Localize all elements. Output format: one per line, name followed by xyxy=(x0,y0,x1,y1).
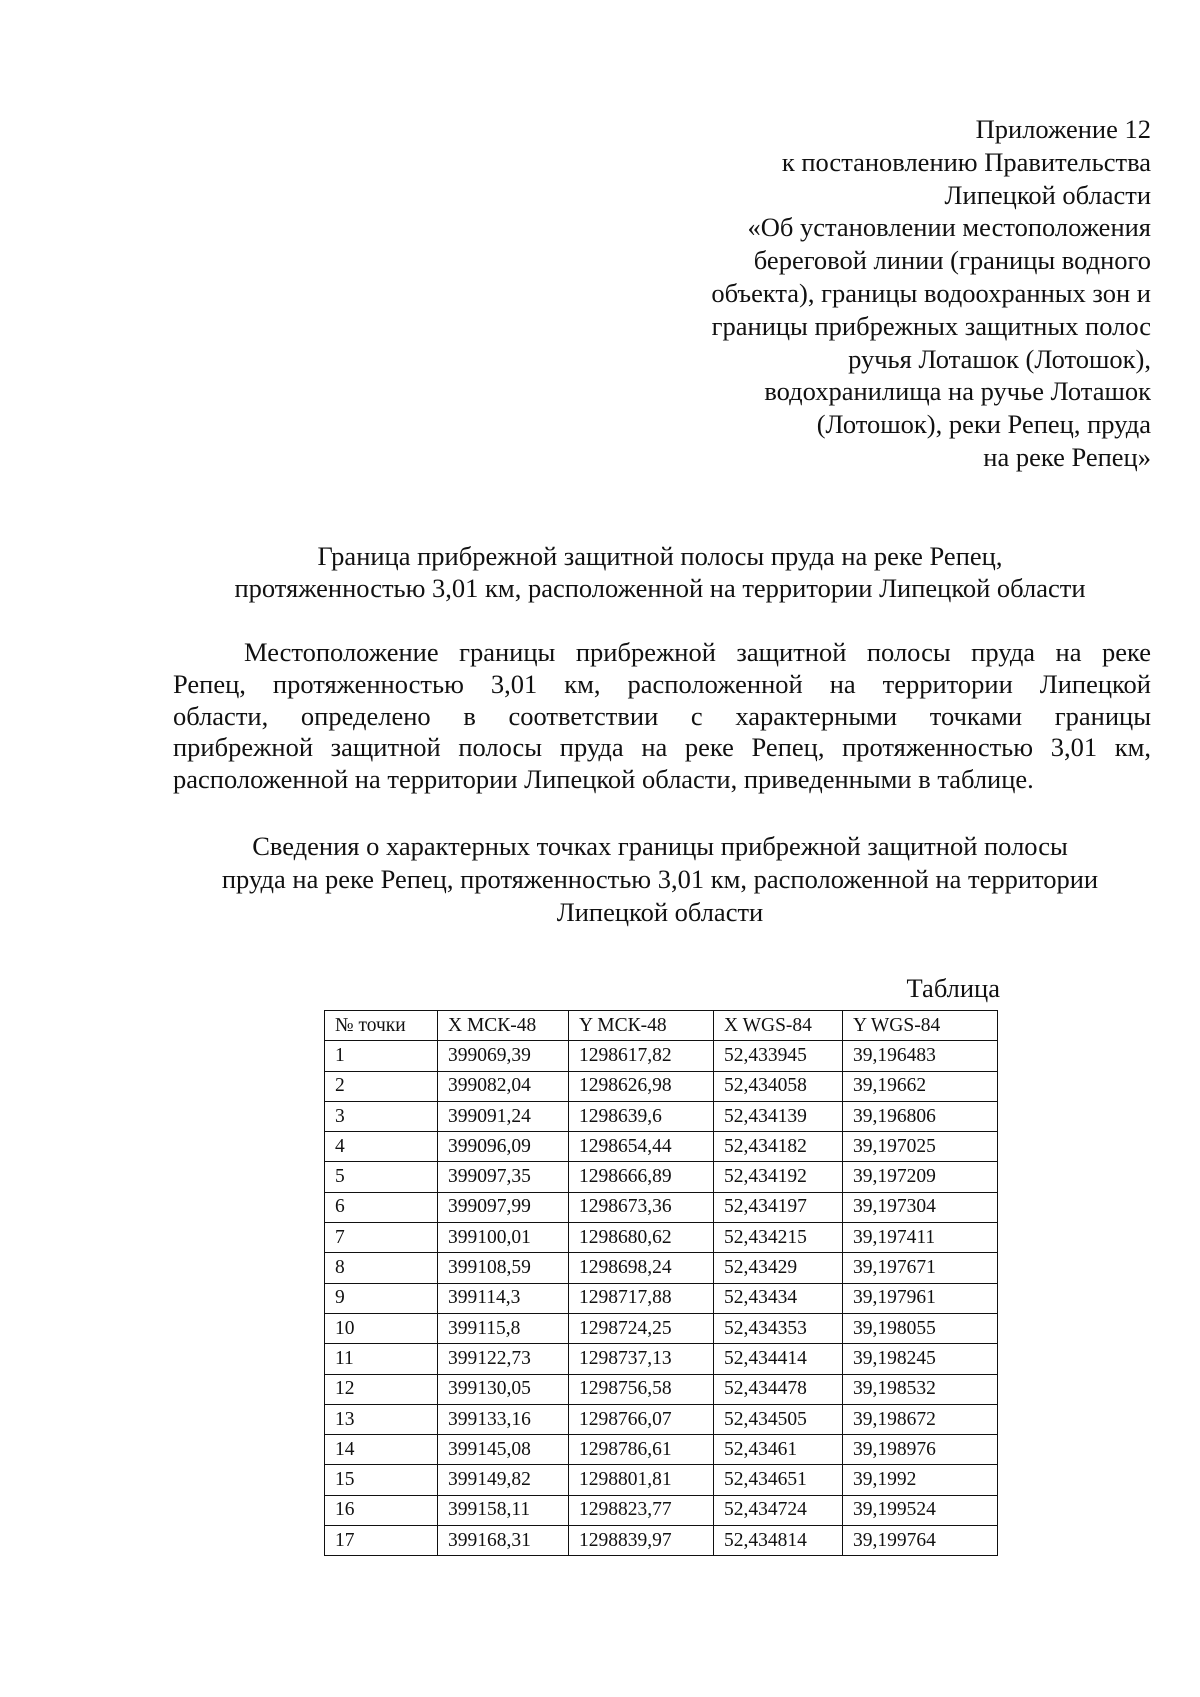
table-row xyxy=(325,1283,998,1313)
cell-x-msk48: 399130,05 xyxy=(438,1374,569,1404)
appendix-line: (Лотошок), реки Репец, пруда xyxy=(816,409,1151,440)
cell-point-number: 8 xyxy=(325,1253,438,1283)
cell-y-msk48: 1298639,6 xyxy=(569,1101,714,1131)
cell-y-msk48: 1298756,58 xyxy=(569,1374,714,1404)
cell-x-wgs84: 52,43429 xyxy=(714,1253,843,1283)
header-x-wgs84: X WGS-84 xyxy=(714,1011,843,1041)
caption-line: пруда на реке Репец, протяженностью 3,01 км, расположенной на территории xyxy=(221,864,1099,894)
table-row xyxy=(325,1435,998,1465)
title-line: Граница прибрежной защитной полосы пруда на реке Репец, xyxy=(317,541,1003,571)
cell-y-msk48: 1298786,61 xyxy=(569,1435,714,1465)
cell-x-wgs84: 52,434651 xyxy=(714,1465,843,1495)
cell-x-wgs84: 52,43461 xyxy=(714,1435,843,1465)
appendix-line: Липецкой области xyxy=(944,179,1151,210)
cell-x-msk48: 399091,24 xyxy=(438,1101,569,1131)
cell-y-msk48: 1298801,81 xyxy=(569,1465,714,1495)
cell-x-msk48: 399114,3 xyxy=(438,1283,569,1313)
cell-y-msk48: 1298698,24 xyxy=(569,1253,714,1283)
table-row xyxy=(325,1041,998,1071)
cell-y-wgs84: 39,197209 xyxy=(843,1162,998,1192)
cell-y-msk48: 1298717,88 xyxy=(569,1283,714,1313)
coordinates-table xyxy=(324,1010,998,1556)
cell-x-wgs84: 52,434182 xyxy=(714,1132,843,1162)
cell-y-msk48: 1298766,07 xyxy=(569,1404,714,1434)
cell-y-msk48: 1298617,82 xyxy=(569,1041,714,1071)
table-caption xyxy=(170,830,1150,929)
cell-y-wgs84: 39,197025 xyxy=(843,1132,998,1162)
paragraph-line: Репец, протяженностью 3,01 км, расположенной на территории Липецкой xyxy=(173,668,1151,699)
caption-line: Липецкой области xyxy=(556,897,764,927)
appendix-line: границы прибрежных защитных полос xyxy=(711,310,1151,341)
cell-y-msk48: 1298823,77 xyxy=(569,1495,714,1525)
cell-point-number: 7 xyxy=(325,1223,438,1253)
cell-y-wgs84: 39,19662 xyxy=(843,1071,998,1101)
appendix-header xyxy=(711,113,1151,474)
cell-x-wgs84: 52,434192 xyxy=(714,1162,843,1192)
cell-y-wgs84: 39,199524 xyxy=(843,1495,998,1525)
table-row xyxy=(325,1404,998,1434)
appendix-line: Приложение 12 xyxy=(975,114,1151,144)
appendix-line: водохранилища на ручье Лоташок xyxy=(764,376,1151,407)
body-paragraph xyxy=(173,637,1151,796)
cell-x-msk48: 399069,39 xyxy=(438,1041,569,1071)
document-title xyxy=(170,540,1150,604)
cell-x-wgs84: 52,434215 xyxy=(714,1223,843,1253)
cell-point-number: 5 xyxy=(325,1162,438,1192)
cell-x-wgs84: 52,434058 xyxy=(714,1071,843,1101)
table-row xyxy=(325,1313,998,1343)
cell-y-msk48: 1298680,62 xyxy=(569,1223,714,1253)
cell-point-number: 17 xyxy=(325,1526,438,1556)
cell-point-number: 16 xyxy=(325,1495,438,1525)
cell-point-number: 2 xyxy=(325,1071,438,1101)
cell-x-wgs84: 52,434414 xyxy=(714,1344,843,1374)
cell-point-number: 1 xyxy=(325,1041,438,1071)
cell-x-msk48: 399097,35 xyxy=(438,1162,569,1192)
cell-y-msk48: 1298626,98 xyxy=(569,1071,714,1101)
header-y-wgs84: Y WGS-84 xyxy=(843,1011,998,1041)
table-row xyxy=(325,1162,998,1192)
cell-y-wgs84: 39,198245 xyxy=(843,1344,998,1374)
cell-y-wgs84: 39,198055 xyxy=(843,1313,998,1343)
table-row xyxy=(325,1344,998,1374)
table-row xyxy=(325,1465,998,1495)
cell-x-msk48: 399149,82 xyxy=(438,1465,569,1495)
cell-x-msk48: 399133,16 xyxy=(438,1404,569,1434)
appendix-line: на реке Репец» xyxy=(983,441,1151,472)
cell-point-number: 3 xyxy=(325,1101,438,1131)
cell-y-msk48: 1298673,36 xyxy=(569,1192,714,1222)
appendix-line: объекта), границы водоохранных зон и xyxy=(711,277,1151,308)
cell-x-msk48: 399168,31 xyxy=(438,1526,569,1556)
cell-y-wgs84: 39,198532 xyxy=(843,1374,998,1404)
paragraph-line: расположенной на территории Липецкой области, приведенными в таблице. xyxy=(173,764,1034,795)
cell-point-number: 12 xyxy=(325,1374,438,1404)
cell-y-msk48: 1298737,13 xyxy=(569,1344,714,1374)
table-header-row xyxy=(325,1011,998,1041)
header-x-msk48: X МСК-48 xyxy=(438,1011,569,1041)
paragraph-line: области, определено в соответствии с характерными точками границы xyxy=(173,700,1151,731)
header-y-msk48: Y МСК-48 xyxy=(569,1011,714,1041)
cell-x-wgs84: 52,434353 xyxy=(714,1313,843,1343)
cell-point-number: 4 xyxy=(325,1132,438,1162)
table-row xyxy=(325,1495,998,1525)
cell-x-msk48: 399122,73 xyxy=(438,1344,569,1374)
table-row xyxy=(325,1132,998,1162)
table-row xyxy=(325,1223,998,1253)
cell-x-msk48: 399145,08 xyxy=(438,1435,569,1465)
cell-x-wgs84: 52,43434 xyxy=(714,1283,843,1313)
cell-point-number: 11 xyxy=(325,1344,438,1374)
cell-y-wgs84: 39,197304 xyxy=(843,1192,998,1222)
cell-x-msk48: 399115,8 xyxy=(438,1313,569,1343)
cell-x-wgs84: 52,434478 xyxy=(714,1374,843,1404)
cell-x-msk48: 399082,04 xyxy=(438,1071,569,1101)
cell-y-wgs84: 39,197411 xyxy=(843,1223,998,1253)
table-row xyxy=(325,1374,998,1404)
appendix-line: береговой линии (границы водного xyxy=(753,245,1151,276)
cell-x-wgs84: 52,434814 xyxy=(714,1526,843,1556)
cell-x-msk48: 399097,99 xyxy=(438,1192,569,1222)
cell-y-wgs84: 39,196483 xyxy=(843,1041,998,1071)
appendix-line: ручья Лоташок (Лотошок), xyxy=(848,343,1151,374)
appendix-line: к постановлению Правительства xyxy=(781,146,1151,177)
cell-y-wgs84: 39,1992 xyxy=(843,1465,998,1495)
cell-point-number: 10 xyxy=(325,1313,438,1343)
cell-x-wgs84: 52,434505 xyxy=(714,1404,843,1434)
cell-point-number: 13 xyxy=(325,1404,438,1434)
cell-x-wgs84: 52,433945 xyxy=(714,1041,843,1071)
cell-y-wgs84: 39,199764 xyxy=(843,1526,998,1556)
cell-y-wgs84: 39,196806 xyxy=(843,1101,998,1131)
paragraph-line: прибрежной защитной полосы пруда на реке Репец, протяженностью 3,01 км, xyxy=(173,732,1151,763)
cell-x-msk48: 399158,11 xyxy=(438,1495,569,1525)
cell-y-wgs84: 39,197671 xyxy=(843,1253,998,1283)
cell-y-msk48: 1298654,44 xyxy=(569,1132,714,1162)
cell-x-wgs84: 52,434724 xyxy=(714,1495,843,1525)
cell-y-wgs84: 39,198976 xyxy=(843,1435,998,1465)
cell-point-number: 15 xyxy=(325,1465,438,1495)
table-row xyxy=(325,1526,998,1556)
title-line: протяженностью 3,01 км, расположенной на территории Липецкой области xyxy=(234,573,1086,603)
cell-x-msk48: 399100,01 xyxy=(438,1223,569,1253)
cell-point-number: 14 xyxy=(325,1435,438,1465)
cell-y-msk48: 1298724,25 xyxy=(569,1313,714,1343)
cell-y-wgs84: 39,198672 xyxy=(843,1404,998,1434)
cell-point-number: 9 xyxy=(325,1283,438,1313)
appendix-line: «Об установлении местоположения xyxy=(747,212,1151,243)
table-label: Таблица xyxy=(906,973,1000,1003)
header-point-number: № точки xyxy=(325,1011,438,1041)
cell-x-wgs84: 52,434197 xyxy=(714,1192,843,1222)
cell-y-msk48: 1298839,97 xyxy=(569,1526,714,1556)
cell-x-wgs84: 52,434139 xyxy=(714,1101,843,1131)
cell-x-msk48: 399096,09 xyxy=(438,1132,569,1162)
caption-line: Сведения о характерных точках границы прибрежной защитной полосы xyxy=(252,831,1068,861)
table-row xyxy=(325,1101,998,1131)
table-row xyxy=(325,1071,998,1101)
table-row xyxy=(325,1253,998,1283)
table-row xyxy=(325,1192,998,1222)
paragraph-line: Местоположение границы прибрежной защитной полосы пруда на реке xyxy=(244,637,1151,667)
cell-y-wgs84: 39,197961 xyxy=(843,1283,998,1313)
cell-point-number: 6 xyxy=(325,1192,438,1222)
cell-x-msk48: 399108,59 xyxy=(438,1253,569,1283)
cell-y-msk48: 1298666,89 xyxy=(569,1162,714,1192)
